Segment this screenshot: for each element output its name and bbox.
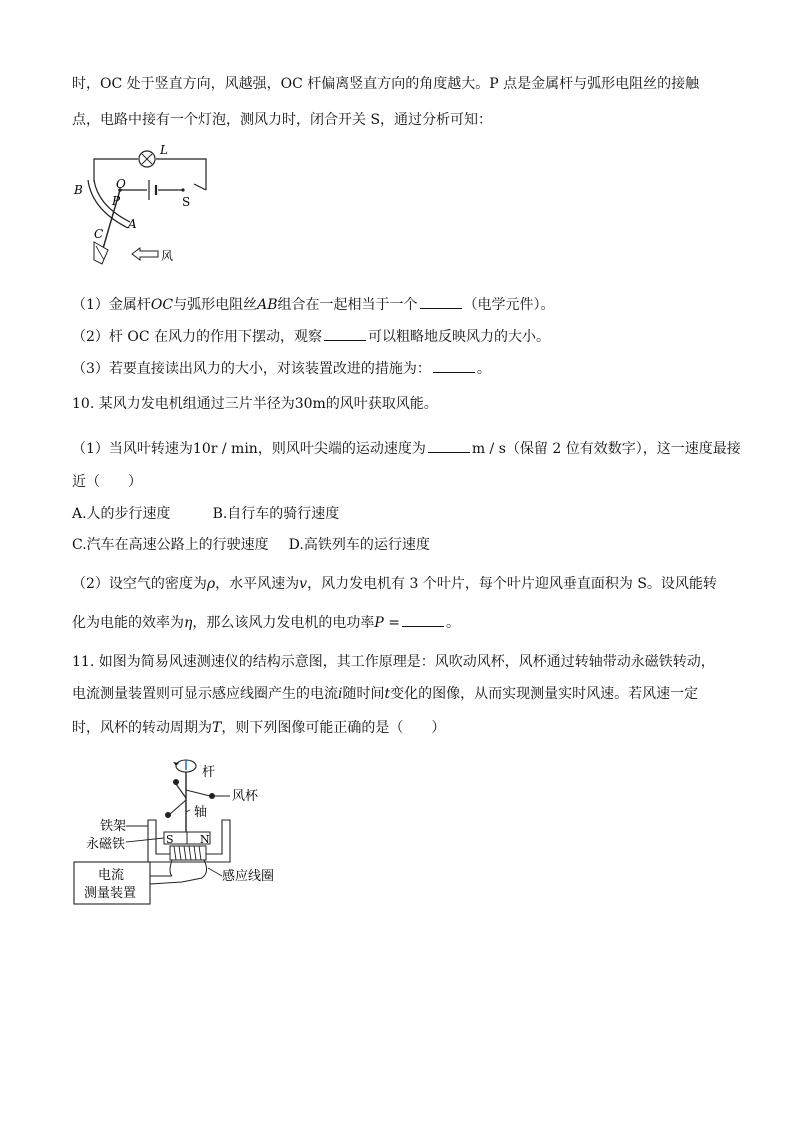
q10-part2: （2）设空气的密度为ρ，水平风速为v，风力发电机有 3 个叶片，每个叶片迎风垂直面积为 S。设风能转	[72, 576, 717, 592]
intro-line-1: 时，OC 处于竖直方向，风越强，OC 杆偏离竖直方向的角度越大。P 点是金属杆与弧形电阻丝的接触	[72, 76, 700, 92]
answer-blank[interactable]	[420, 294, 462, 309]
meter-label-line2: 测量装置	[84, 886, 137, 901]
q11-line2: 电流测量装置则可显示感应线圈产生的电流i随时间t变化的图像，从而实现测量实时风速。若风速一定	[72, 686, 699, 702]
q10-options-row2	[72, 535, 430, 555]
label-frame: 铁架	[100, 819, 127, 834]
q10-part1: （1）当风叶转速为10r / min，则风叶尖端的运动速度为 m / s（保留 2 位有效数字），这一速度最接	[72, 438, 741, 459]
q9-part2: （2）杆 OC 在风力的作用下摆动，观察 可以粗略地反映风力的大小。	[72, 326, 550, 347]
magnet-pole-s: S	[166, 833, 174, 846]
label-A: A	[128, 217, 137, 231]
option-a[interactable]: A.人的步行速度	[72, 506, 171, 522]
label-C: C	[94, 227, 104, 241]
label-L: L	[160, 143, 168, 157]
answer-blank[interactable]	[324, 326, 366, 341]
label-S: S	[182, 195, 191, 209]
q9-part3: （3）若要直接读出风力的大小，对该装置改进的措施为： 。	[72, 358, 491, 379]
q10-part2-cont: 化为电能的效率为η，那么该风力发电机的电功率P = 。	[72, 612, 460, 633]
q10-part1-cont: 近（ ）	[72, 474, 142, 490]
intro-line-2: 点，电路中接有一个灯泡，测风力时，闭合开关 S，通过分析可知：	[72, 112, 493, 128]
answer-blank[interactable]	[428, 438, 470, 453]
option-d[interactable]: D.高铁列车的运行速度	[288, 537, 430, 553]
option-c[interactable]: C.汽车在高速公路上的行驶速度	[72, 537, 269, 553]
wind-force-circuit-figure	[70, 142, 230, 272]
q9-part1: （1）金属杆OC与弧形电阻丝AB组合在一起相当于一个 （电学元件）。	[72, 294, 555, 315]
meter-label-line1: 电流	[98, 868, 125, 883]
q11-line3: 时，风杯的转动周期为T，则下列图像可能正确的是（ ）	[72, 720, 446, 736]
answer-blank[interactable]	[433, 358, 475, 373]
label-P: P	[112, 194, 121, 208]
q10-options-row1	[72, 504, 339, 524]
label-B: B	[74, 183, 83, 197]
label-axle: 轴	[194, 805, 208, 820]
answer-blank[interactable]	[402, 612, 444, 627]
q10-stem: 10. 某风力发电机组通过三片半径为30m的风叶获取风能。	[72, 396, 438, 412]
label-wind: 风	[161, 249, 174, 263]
q11-line1: 11. 如图为简易风速测速仪的结构示意图，其工作原理是：风吹动风杯，风杯通过转轴带动永磁铁转动，	[72, 654, 715, 670]
label-coil: 感应线圈	[222, 869, 275, 884]
magnet-pole-n: N	[200, 833, 210, 846]
label-O: O	[116, 177, 126, 191]
label-cup: 风杯	[232, 789, 259, 804]
label-magnet: 永磁铁	[86, 837, 126, 852]
label-rod: 杆	[202, 765, 216, 780]
wind-arrow-icon	[132, 248, 158, 260]
option-b[interactable]: B.自行车的骑行速度	[212, 506, 340, 522]
wind-speed-meter-figure	[72, 754, 302, 908]
